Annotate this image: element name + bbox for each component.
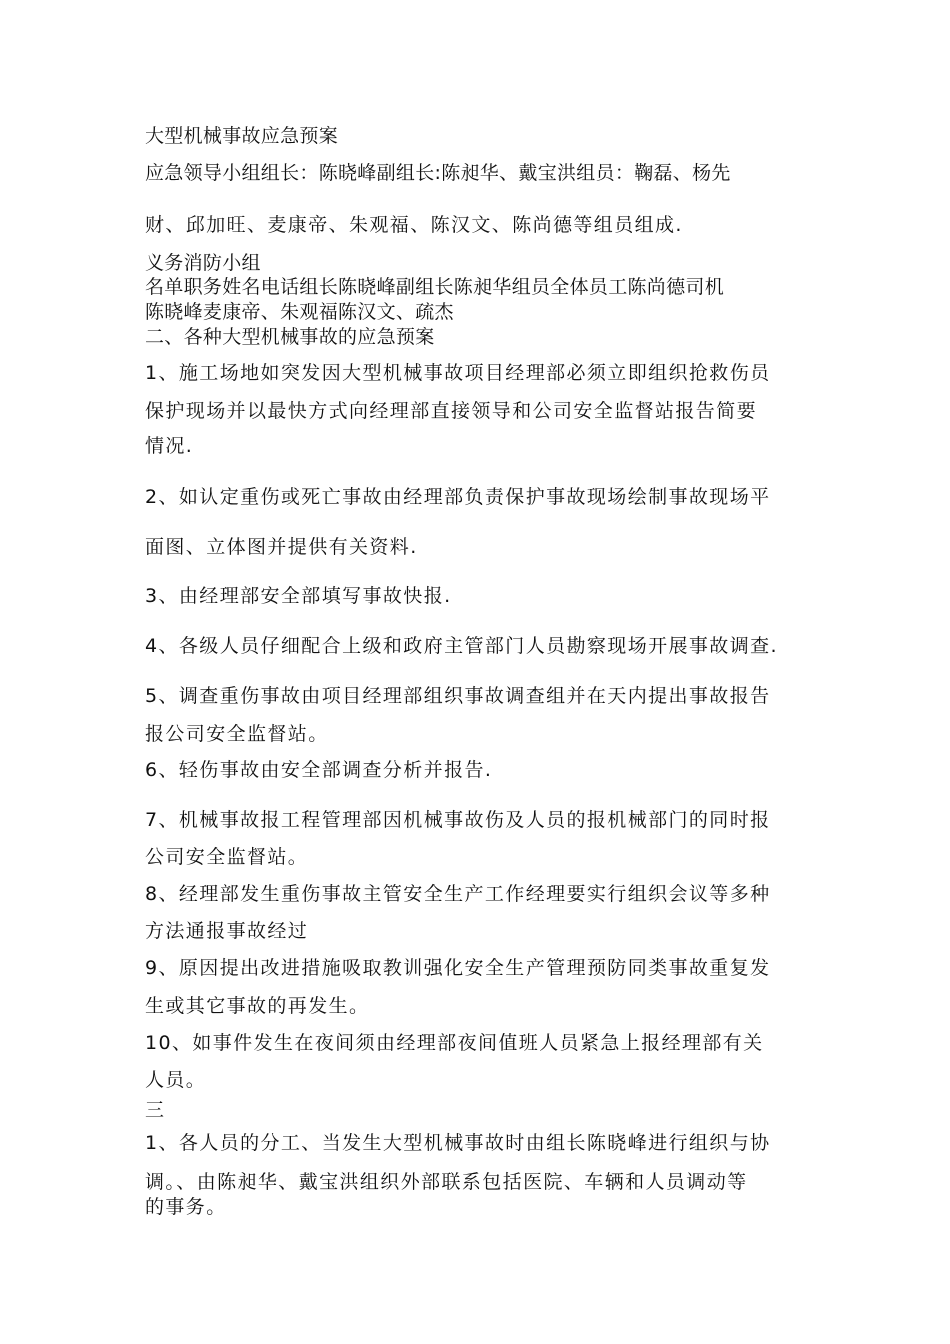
fire-team-line-1: 名单职务姓名电话组长陈晓峰副组长陈昶华组员全体员工陈尚德司机 [145,276,725,298]
item-7-line-1: 7、机械事故报工程管理部因机械事故伤及人员的报机械部门的同时报 [145,809,771,831]
section-3-item-1-line-2: 调。、由陈昶华、戴宝洪组织外部联系包括医院、车辆和人员调动等 [145,1171,748,1193]
item-10-line-1: 10、如事件发生在夜间须由经理部夜间值班人员紧急上报经理部有关 [145,1032,764,1054]
item-9-line-1: 9、原因提出改进措施吸取教训强化安全生产管理预防同类事故重复发 [145,957,771,979]
item-3: 3、由经理部安全部填写事故快报. [145,585,452,607]
item-2-line-1: 2、如认定重伤或死亡事故由经理部负责保护事故现场绘制事故现场平 [145,486,771,508]
item-1-line-2: 保护现场并以最快方式向经理部直接领导和公司安全监督站报告简要 [145,400,758,422]
document-title: 大型机械事故应急预案 [145,125,339,147]
item-1-line-3: 情况. [145,435,194,457]
leader-group-line-2: 财、邱加旺、麦康帝、朱观福、陈汉文、陈尚德等组员组成. [145,214,683,236]
item-10-line-2: 人员。 [145,1069,207,1091]
item-6: 6、轻伤事故由安全部调查分析并报告. [145,759,493,781]
section-2-heading: 二、各种大型机械事故的应急预案 [145,326,435,348]
fire-team-line-2: 陈晓峰麦康帝、朱观福陈汉文、疏杰 [145,301,454,323]
item-2-line-2: 面图、立体图并提供有关资料. [145,536,418,558]
section-3-item-1-line-3: 的事务。 [145,1196,227,1218]
leader-group-line-1: 应急领导小组组长：陈晓峰副组长:陈昶华、戴宝洪组员：鞠磊、杨先 [145,162,731,184]
item-8-line-2: 方法通报事故经过 [145,920,309,942]
section-3-heading: 三 [145,1099,165,1121]
item-9-line-2: 生或其它事故的再发生。 [145,995,370,1017]
item-7-line-2: 公司安全监督站。 [145,846,309,868]
item-4: 4、各级人员仔细配合上级和政府主管部门人员勘察现场开展事故调查. [145,635,778,657]
item-5-line-2: 报公司安全监督站。 [145,723,329,745]
item-8-line-1: 8、经理部发生重伤事故主管安全生产工作经理要实行组织会议等多种 [145,883,771,905]
item-1-line-1: 1、施工场地如突发因大型机械事故项目经理部必须立即组织抢救伤员 [145,362,771,384]
section-3-item-1-line-1: 1、各人员的分工、当发生大型机械事故时由组长陈晓峰进行组织与协 [145,1132,771,1154]
fire-team-heading: 义务消防小组 [145,252,261,274]
item-5-line-1: 5、调查重伤事故由项目经理部组织事故调查组并在天内提出事故报告 [145,685,771,707]
